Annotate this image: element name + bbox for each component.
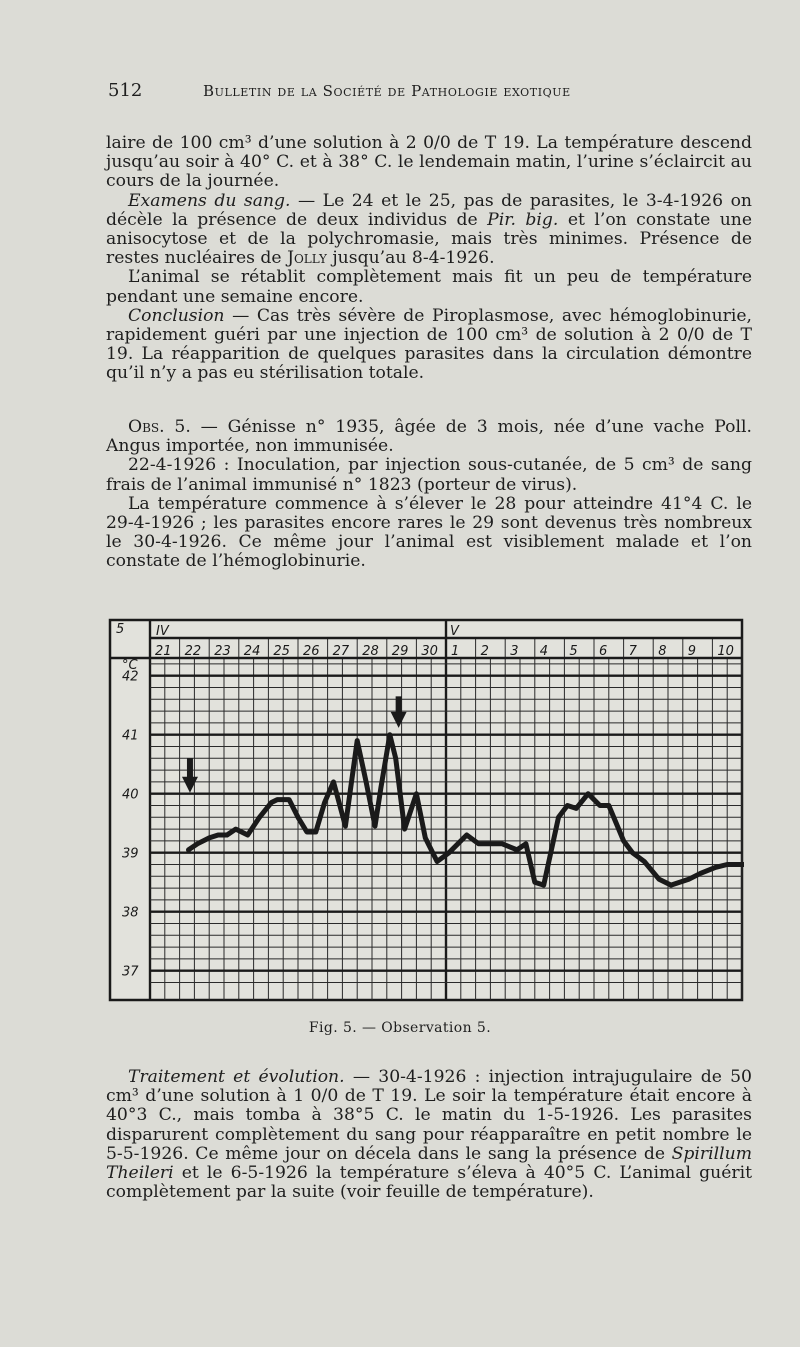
day-label: 22 xyxy=(184,644,202,659)
y-tick-label: 42 xyxy=(122,669,139,685)
page-number: 512 xyxy=(108,80,143,101)
month-label-april: IV xyxy=(156,624,169,639)
text-block-treatment xyxy=(106,1068,752,1202)
author-name: Jolly xyxy=(287,248,327,269)
y-tick-label: 39 xyxy=(122,846,139,862)
day-label: 27 xyxy=(332,644,350,659)
temperature-chart xyxy=(108,618,744,1002)
day-label: 1 xyxy=(451,644,460,659)
paragraph-blood-exam xyxy=(106,192,752,269)
species-name: Pir. big. xyxy=(487,209,559,230)
blood-exam-text: — Le 24 et le 25, pas de parasites, le 3-4-1926 on décèle la présence de deux individus de xyxy=(106,190,753,230)
treatment-text-2: et le 6-5-1926 la température s’éleva à 40°5 C. L’animal guérit complètement par la suite (voir feuille de température). xyxy=(106,1163,752,1203)
day-label: 10 xyxy=(717,644,734,659)
paragraph-recovery: L’animal se rétablit complètement mais fit un peu de température pendant une semaine encore. xyxy=(106,267,752,307)
text-block-top xyxy=(106,134,752,384)
treatment-text: — 30-4-1926 : injection intrajugulaire de 50 cm³ d’une solution à 1 0/0 de T 19. Le soir la température était encore à 40°3 C., mais tomba à 38°5 C. le matin du 1-5-1926. Les parasites disparurent complètement du sang pour réapparaître en petit nombre le 5-5-1926. Ce même jour on décela dans le sang la présence de xyxy=(106,1067,752,1164)
paragraph-continued: laire de 100 cm³ d’une solution à 2 0/0 de T 19. La température descend jusqu’au soir à 40° C. et à 38° C. le lendemain matin, l’urine s’éclaircit au cours de la journée. xyxy=(106,133,752,192)
text-block-observation xyxy=(106,418,752,572)
conclusion-label: Conclusion xyxy=(128,305,225,326)
day-label: 3 xyxy=(510,644,519,659)
y-tick-label: 40 xyxy=(122,787,139,803)
day-label: 26 xyxy=(303,644,320,659)
species-name-2: Spirillum Theileri xyxy=(106,1143,752,1184)
day-label: 5 xyxy=(569,644,578,659)
day-label: 25 xyxy=(273,644,290,659)
day-label: 6 xyxy=(599,644,608,659)
paragraph-treatment xyxy=(106,1068,752,1202)
day-label: 30 xyxy=(421,644,438,659)
treatment-label: Traitement et évolution. xyxy=(128,1067,345,1087)
day-label: 8 xyxy=(658,644,667,659)
y-tick-label: 41 xyxy=(122,728,139,744)
paragraph-inoculation: 22-4-1926 : Inoculation, par injection sous-cutanée, de 5 cm³ de sang frais de l’animal immunisé n° 1823 (porteur de virus). xyxy=(106,455,752,495)
day-label: 4 xyxy=(539,644,549,659)
unit-label: °C xyxy=(122,658,138,673)
chart-frame xyxy=(110,620,742,1000)
blood-exam-text-3: jusqu’au 8-4-1926. xyxy=(326,248,495,269)
conclusion-text: — Cas très sévère de Piroplasmose, avec hémoglobinurie, rapidement guéri par une injection de 100 cm³ de solution à 2 0/0 de T 19. La réapparition de quelques parasites dans la circulation démontre qu’il n’y a pas eu stérilisation totale. xyxy=(106,305,752,384)
day-label: 9 xyxy=(687,644,697,659)
day-label: 2 xyxy=(480,644,489,659)
day-label: 23 xyxy=(214,644,231,659)
obs-text: — Génisse n° 1935, âgée de 3 mois, née d’une vache Poll. Angus importée, non immunisée. xyxy=(106,417,752,457)
y-tick-label: 37 xyxy=(122,964,139,980)
day-label: 24 xyxy=(243,644,261,659)
page-header xyxy=(108,80,758,108)
running-title: Bulletin de la Société de Pathologie exotique xyxy=(203,82,571,100)
corner-label: 5 xyxy=(116,622,125,637)
obs-label: Obs. 5. xyxy=(128,417,191,437)
paragraph-temperature: La température commence à s’élever le 28 pour atteindre 41°4 C. le 29-4-1926 ; les parasites encore rares le 29 sont devenus très nombreux le 30-4-1926. Ce même jour l’animal est visiblement malade et l’on constate de l’hémoglobinurie. xyxy=(106,493,752,572)
paragraph-conclusion xyxy=(106,307,752,384)
day-label: 29 xyxy=(391,644,409,659)
blood-exam-text-2: et l’on constate une anisocytose et de la polychromasie, mais très minimes. Présence de restes nucléaires de xyxy=(106,209,753,269)
figure-caption: Fig. 5. — Observation 5. xyxy=(308,1020,492,1036)
month-label-may: V xyxy=(450,624,459,639)
day-label: 28 xyxy=(362,644,379,659)
y-tick-label: 38 xyxy=(122,905,139,921)
day-label: 7 xyxy=(628,644,637,659)
day-label: 21 xyxy=(155,644,172,659)
blood-exam-label: Examens du sang. xyxy=(128,190,291,211)
paragraph-obs-5 xyxy=(106,418,752,456)
